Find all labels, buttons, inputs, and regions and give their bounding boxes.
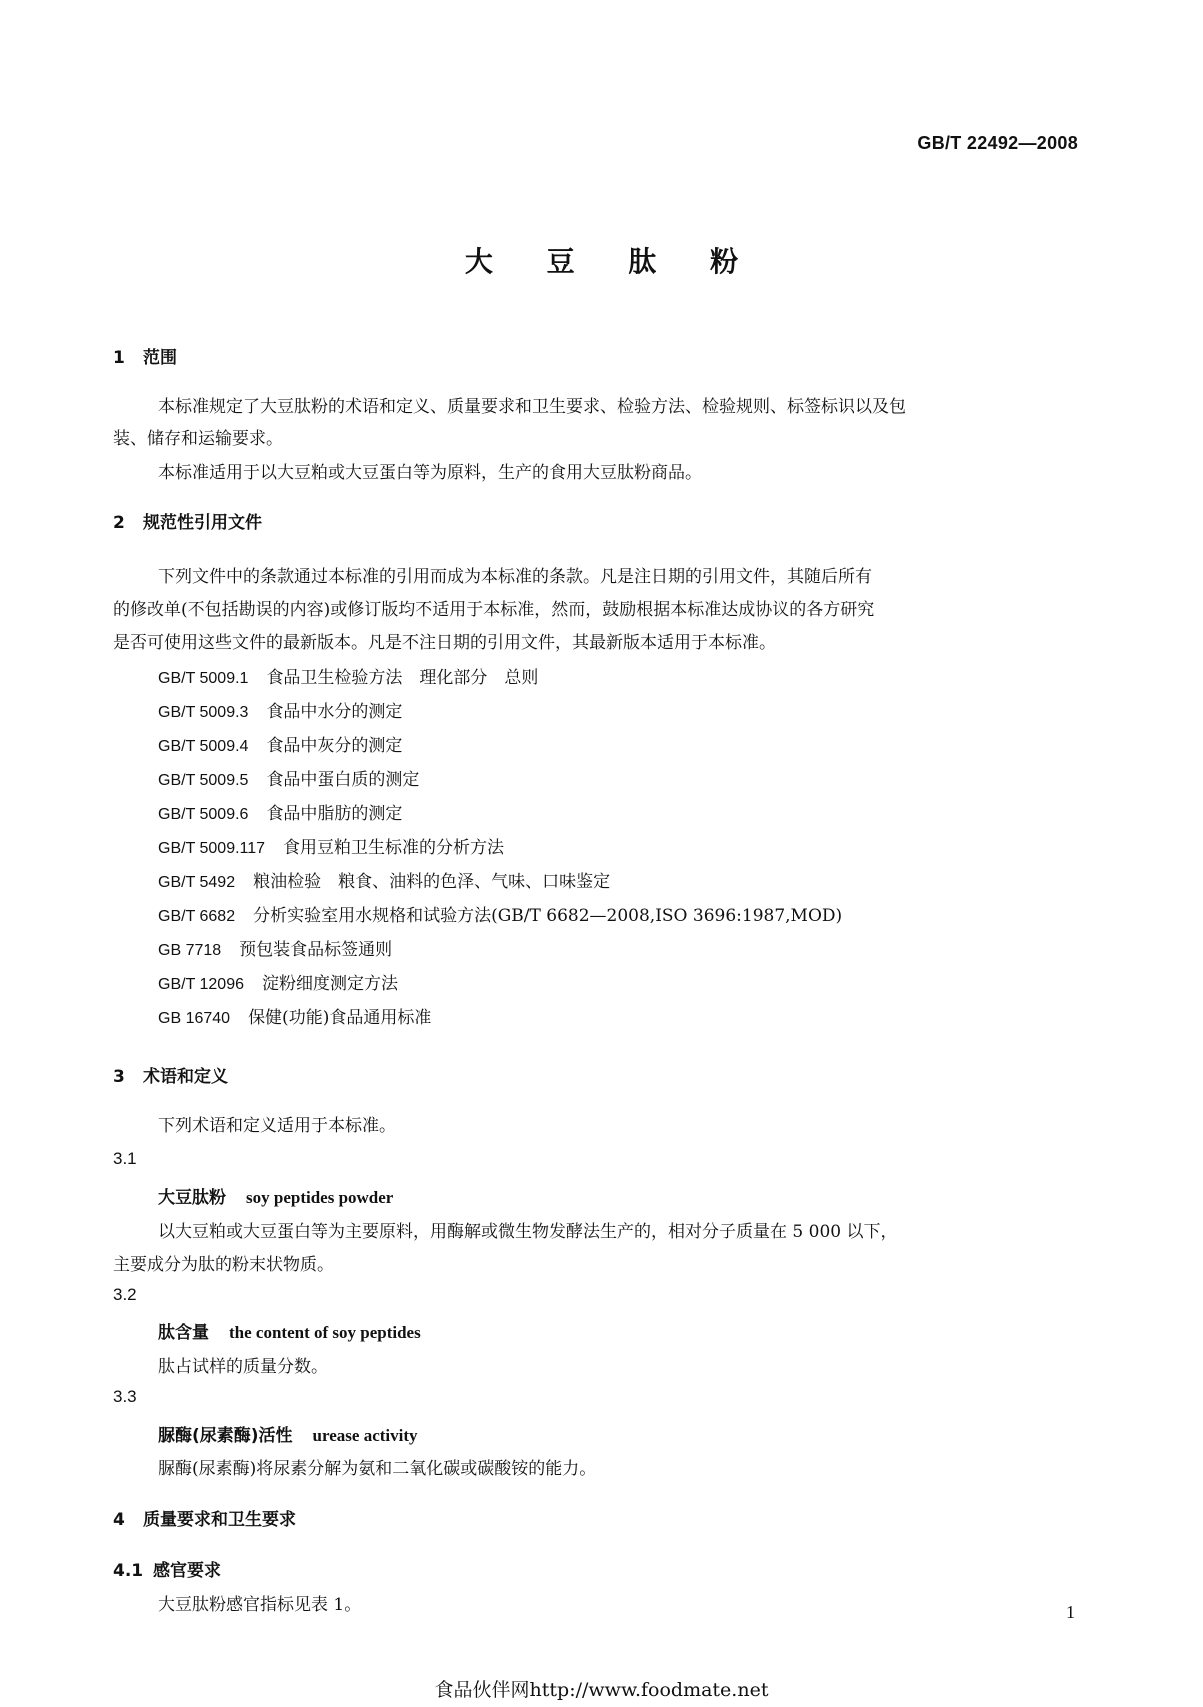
reference-code: GB/T 5009.5	[158, 772, 249, 789]
term-definition: 主要成分为肽的粉末状物质。	[113, 1255, 334, 1275]
section-3-heading	[113, 1062, 228, 1087]
reference-title: 食品卫生检验方法 理化部分 总则	[266, 668, 539, 688]
section-number: 2	[113, 513, 125, 533]
term-english: the content of soy peptides	[229, 1323, 421, 1342]
subsection-text: 大豆肽粉感官指标见表 1。	[158, 1595, 362, 1615]
section-number: 3	[113, 1067, 125, 1087]
term-heading	[158, 1183, 393, 1208]
subsection-4-1-heading	[113, 1556, 221, 1581]
reference-item	[158, 799, 402, 824]
reference-code: GB 7718	[158, 942, 222, 959]
reference-code: GB/T 5492	[158, 874, 236, 891]
reference-title: 食品中水分的测定	[266, 702, 403, 722]
section-title: 术语和定义	[143, 1067, 228, 1087]
section-4-heading	[113, 1505, 296, 1530]
term-english: urease activity	[312, 1426, 418, 1445]
section-title: 范围	[143, 348, 177, 368]
reference-item	[158, 697, 402, 722]
section-title: 质量要求和卫生要求	[143, 1510, 296, 1530]
term-chinese: 大豆肽粉	[158, 1188, 226, 1208]
scope-paragraph-line: 本标准规定了大豆肽粉的术语和定义、质量要求和卫生要求、检验方法、检验规则、标签标识以及包	[158, 397, 906, 417]
terms-intro: 下列术语和定义适用于本标准。	[158, 1116, 396, 1136]
document-title: 大 豆 肽 粉	[464, 245, 761, 278]
section-title: 规范性引用文件	[143, 513, 262, 533]
references-intro-line: 是否可使用这些文件的最新版本。凡是不注日期的引用文件，其最新版本适用于本标准。	[113, 633, 776, 653]
reference-title: 淀粉细度测定方法	[261, 974, 398, 994]
reference-title: 食品中脂肪的测定	[266, 804, 403, 824]
reference-code: GB/T 6682	[158, 908, 236, 925]
reference-item	[158, 1003, 431, 1028]
references-intro-line: 下列文件中的条款通过本标准的引用而成为本标准的条款。凡是注日期的引用文件，其随后所有	[158, 567, 872, 587]
term-heading	[158, 1318, 421, 1343]
reference-title: 保健(功能)食品通用标准	[248, 1008, 432, 1028]
section-number: 4	[113, 1510, 125, 1530]
term-number: 3.2	[113, 1285, 137, 1304]
reference-code: GB/T 5009.117	[158, 840, 266, 857]
reference-title: 粮油检验 粮食、油料的色泽、气味、口味鉴定	[253, 872, 611, 892]
term-definition: 以大豆粕或大豆蛋白等为主要原料，用酶解或微生物发酵法生产的，相对分子质量在 5 000 以下，	[158, 1222, 898, 1242]
reference-title: 食用豆粕卫生标准的分析方法	[283, 838, 505, 858]
reference-item	[158, 833, 504, 858]
reference-item	[158, 765, 419, 790]
term-chinese: 肽含量	[158, 1323, 209, 1343]
section-2-heading	[113, 508, 262, 533]
term-definition: 脲酶(尿素酶)将尿素分解为氨和二氧化碳或碳酸铵的能力。	[158, 1459, 597, 1479]
subsection-number: 4.1	[113, 1561, 144, 1581]
reference-code: GB/T 5009.1	[158, 670, 249, 687]
term-heading	[158, 1421, 418, 1446]
reference-code: GB/T 5009.4	[158, 738, 249, 755]
reference-item	[158, 867, 610, 892]
term-chinese: 脲酶(尿素酶)活性	[158, 1426, 293, 1446]
term-definition: 肽占试样的质量分数。	[158, 1357, 328, 1377]
reference-code: GB/T 12096	[158, 976, 244, 993]
standard-code: GB/T 22492—2008	[917, 133, 1078, 153]
reference-title: 分析实验室用水规格和试验方法(GB/T 6682—2008,ISO 3696:1987,MOD)	[253, 906, 843, 926]
reference-item	[158, 731, 402, 756]
reference-title: 食品中蛋白质的测定	[266, 770, 420, 790]
scope-applicability: 本标准适用于以大豆粕或大豆蛋白等为原料，生产的食用大豆肽粉商品。	[158, 463, 702, 483]
reference-item	[158, 935, 392, 960]
reference-item	[158, 901, 842, 926]
reference-code: GB/T 5009.3	[158, 704, 249, 721]
term-english: soy peptides powder	[246, 1188, 394, 1207]
reference-item	[158, 969, 398, 994]
reference-code: GB/T 5009.6	[158, 806, 249, 823]
reference-code: GB 16740	[158, 1010, 231, 1027]
reference-item	[158, 663, 538, 688]
references-intro-line: 的修改单(不包括勘误的内容)或修订版均不适用于本标准，然而，鼓励根据本标准达成协议的各方研究	[113, 600, 875, 620]
subsection-title: 感官要求	[153, 1561, 221, 1581]
scope-paragraph-line: 装、储存和运输要求。	[113, 429, 283, 449]
section-number: 1	[113, 348, 125, 368]
term-number: 3.1	[113, 1149, 137, 1168]
reference-title: 预包装食品标签通则	[239, 940, 393, 960]
term-number: 3.3	[113, 1387, 137, 1406]
footer-watermark: 食品伙伴网http://www.foodmate.net	[434, 1679, 769, 1701]
section-1-heading	[113, 343, 177, 368]
page-number: 1	[1066, 1602, 1075, 1622]
reference-title: 食品中灰分的测定	[266, 736, 403, 756]
